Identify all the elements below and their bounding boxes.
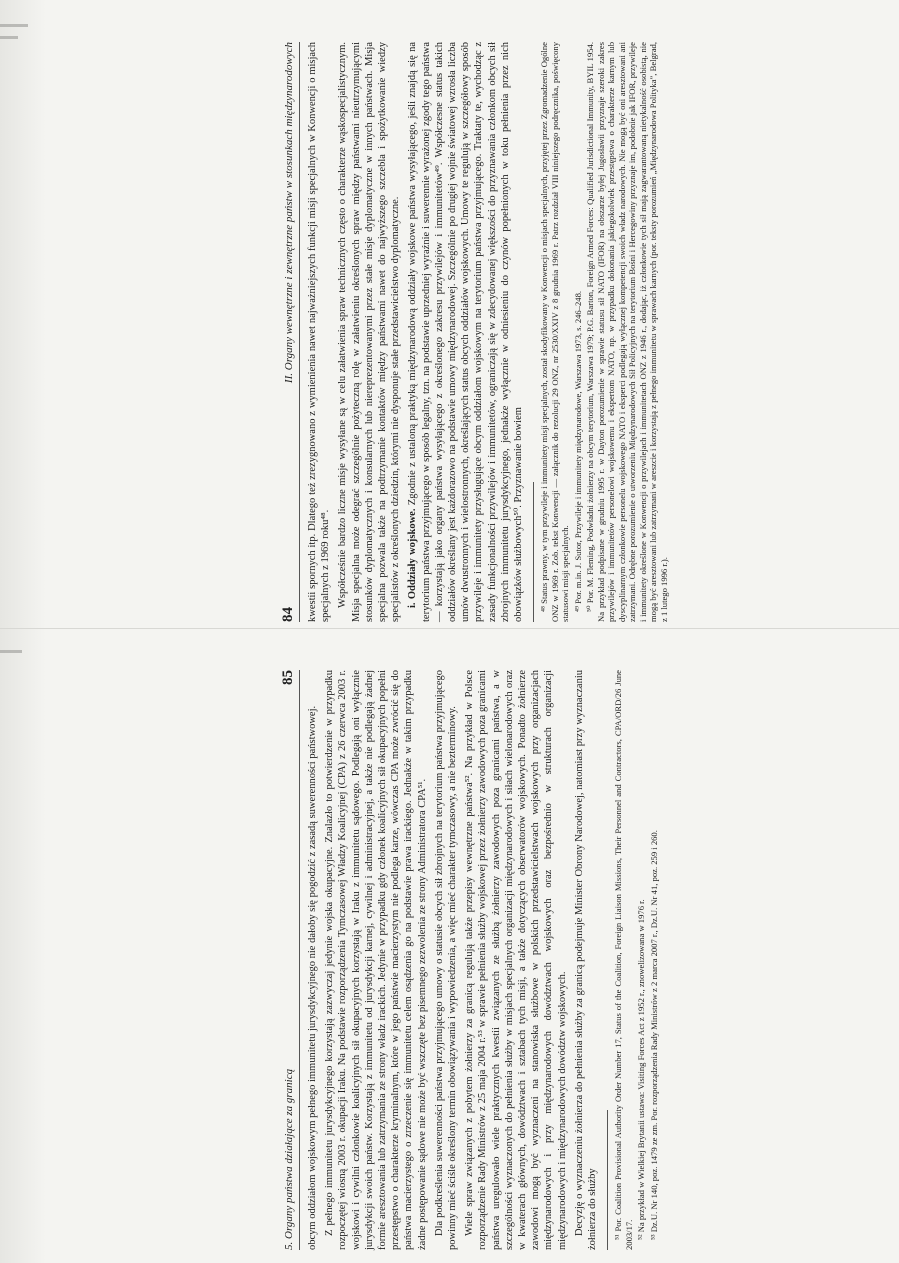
- right-page-content: [280, 670, 899, 1250]
- scan-artifact: [0, 650, 22, 653]
- scan-shadow: [0, 0, 46, 1263]
- footnote: ⁵⁰ Por. M. Fleming, Podwładni żołnierzy na obcym terytorium, Warszawa 1979; P.G. Barton, Foreign Armed Forces: Qualified Jurisdictional Immunity, BYIL 1954. Na przykład podpisane w grudniu 1995 r. w Dayton porozumienie w sprawie statusu sił NATO (IFOR) na obszarze byłej Jugosławii przyznaje szeroki zakres przywilejów i immunitetów personelowi wojskowemu i ekspertom NATO, np. w przypadku dokonania jakiegokolwiek przestępstwa o charakterze karnym lub dyscyplinarnym członkowie personelu wojskowego NATO i eksperci podlegają wyłącznej kompetencji swoich władz narodowych. Nie mogą być oni aresztowani ani zatrzymani. Odrębne porozumienie o utworzeniu Międzynarodowych Sił Policyjnych na terytorium Bośni i Hercegowiny przyznaje im, podobnie jak IFOR, przywileje i immunitety określone w Konwencji o przywilejach i immunitetach ONZ z 1946 r., dodając, iż członkowie tych sił mają zagwarantowaną nietykalność osobistą, nie mogą być aresztowani lub zatrzymani w areszcie i korzystają z pełnego immunitetu w sprawach karnych (por. teksty porozumień „Międzynarodowa Polityka”, Belgrad, z 1 lutego 1996 r.).: [585, 42, 669, 622]
- paragraph-text: Współcześnie bardzo liczne misje wysyłane są w celu załatwienia spraw technicznych często o charakterze wąskospecjalistycznym. Misja specjalna może odegrać szczególnie pożyteczną rolę w załatwieniu określonych spraw między państwami nieutrzymującymi stosunków dyplomatycznych i konsularnych lub niereprezentowanymi przez stałe misje dyplomatyczne w innych państwach. Misja specjalna pozwala także na podtrzymanie kontaktów między państwami nawet do najwyższego szczebla i spożytkowanie wiedzy specjalistów z określonych dziedzin, którymi nie dysponuje stałe przedstawicielstwo dyplomatyczne.: [337, 42, 402, 622]
- paragraph-text: Dla podkreślenia suwerenności państwa przyjmującego umowy o statusie obcych sił zbrojnych na terytorium państwa przyjmującego powinny mieć ściśle określony termin obowiązywania i wypowiedzenia, a więc mieć charakter tymczasowy, a nie bezterminowy.: [433, 670, 459, 1250]
- footnote: ⁵³ Dz.U. Nr 140, poz. 1479 ze zm. Por. rozporządzenia Rady Ministrów z 2 marca 2007 r., Dz.U. Nr 41, poz. 259 i 260.: [648, 830, 659, 1240]
- page-number: 84: [280, 607, 296, 622]
- paragraph-text: kwestii spornych itp. Dlatego też zrezygnowano z wymienienia nawet najważniejszych funkcji misji specjalnych w Konwencji o misjach specjalnych z 1969 roku⁴⁸.: [307, 42, 332, 622]
- paragraph: [323, 670, 429, 1250]
- paragraph: [433, 670, 459, 1250]
- paragraph-text: Zgodnie z ustaloną praktyką międzynarodową oddziały wojskowe państwa wysyłającego, jeśli znajdą się na terytorium państwa przyjmującego w sposób legalny, tzn. na podstawie uprzedniej wyraźnie i suwerennie wyrażonej zgody tego państwa — korzystają jako organy państwa wysyłającego z określonego zakresu przywilejów i immunitetów⁴⁹. Współczesne status takich oddziałów określany jest każdorazowo na podstawie umowy międzynarodowej. Szczególnie po drugiej wojnie światowej wzrosła liczba umów dwustronnych i wielostronnych, określających status obcych oddziałów wojskowych. Umowy te regulują w szczegółowy sposób przywileje i immunitety przysługujące obcym oddziałom wojskowym na terytorium państwa przyjmującego. Traktaty te, wychodząc z zasady funkcjonalności przywilejów i immunitetów, ograniczają się w zdecydowanej większości do przyznawania członkom obcych sił zbrojnych immunitetu jurysdykcyjnego, jednakże wyłącznie w odniesieniu do czynów popełnionych w toku pełnienia przez nich obowiązków służbowych⁵⁰. Przyznawanie bowiem: [407, 42, 525, 622]
- running-header: [280, 670, 300, 1250]
- scan-artifact: [0, 36, 18, 39]
- footnote: ⁴⁹ Por. m.in. J. Sutor, Przywileje i immunitety międzynarodowe, Warszawa 1973, s. 246–248.: [572, 290, 583, 612]
- footnote: ⁵² Na przykład w Wielkiej Brytanii ustawa: Visiting Forces Act z 1952 r., znowelizowana w 1976 r.: [636, 899, 647, 1240]
- running-title: II. Organy wewnętrzne i zewnętrzne państw w stosunkach międzynarodowych: [283, 42, 295, 384]
- scan-artifact: [0, 24, 28, 27]
- paragraph: [463, 670, 569, 1250]
- footnote: ⁴⁸ Status prawny, w tym przywileje i immunitety misji specjalnych, został skodyfikowany w Konwencji o misjach specjalnych, przyjętej przez Zgromadzenie Ogólne ONZ w 1969 r. Zob. tekst Konwencji — załącznik do rezolucji 29 ONZ, nr 2530/XXIV z 8 grudnia 1969 r. Patrz rozdział VIII niniejszego podręcznika, poświęcony statusowi misji specjalnych.: [539, 42, 571, 622]
- paragraph-text: obcym oddziałom wojskowym pełnego immunitetu jurysdykcyjnego nie dałoby się pogodzić z zasadą suwerenności państwowej.: [307, 705, 318, 1250]
- paragraph-text: Wiele spraw związanych z pobytem żołnierzy za granicą regulują także przepisy wewnętrzne państwa⁵². Na przykład w Polsce rozporządzenie Rady Ministrów z 25 maja 2004 r.⁵³ w sprawie pełnienia służby wojskowej przez żołnierzy zawodowych poza granicami państwa uregulowało wiele praktycznych kwestii związanych ze służbą żołnierzy zawodowych poza granicami państwa, a w szczególności wyznaczonych do pełnienia służby w misjach specjalnych organizacji międzynarodowych i siłach wielonarodowych oraz w kwaterach głównych, dowództwach i sztabach tych misji, a także dotyczących obserwatorów wojskowych. Ponadto żołnierze zawodowi mogą być wyznaczeni na stanowiska służbowe w polskich przedstawicielstwach wojskowych przy organizacjach międzynarodowych i przy międzynarodowych dowództwach wojskowych oraz bezpośrednio w strukturach organizacji międzynarodowych i międzynarodowych dowództw wojskowych.: [464, 670, 568, 1250]
- left-page-84: [90, 42, 860, 622]
- paragraph: [573, 670, 599, 1250]
- section-heading: i. Oddziały wojskowe.: [407, 508, 419, 608]
- footnote: ⁵¹ Por. Coalition Provisional Authority Order Number 17, Status of the Coalition, Foreign Liaison Missions, Their Personnel and Contractors, CPA/ORD/26 June 2003/17.: [613, 670, 634, 1250]
- paragraph: [406, 42, 525, 622]
- page-number: 85: [280, 670, 296, 685]
- left-page-content: [280, 42, 899, 622]
- running-title: 5. Organy państwa działające za granicą: [283, 1068, 295, 1250]
- paragraph-text: Z pełnego immunitetu jurysdykcyjnego korzystają zazwyczaj jedynie wojska okupacyjne. Znalazło to potwierdzenie w przypadku rozpoczętej wiosną 2003 r. okupacji Iraku. Na podstawie rozporządzenia Tymczasowej Władzy Koalicyjnej (CPA) z 26 czerwca 2003 r. wojskowi i cywilni członkowie koalicyjnych sił okupacyjnych korzystają w Iraku z immunitetu sądowego. Podlegają oni wyłącznie jurysdykcji swoich państw. Korzystają z immunitetu od jurysdykcji karnej, cywilnej i administracyjnej, a także nie podlegają żadnej formie aresztowania lub zatrzymania ze strony władz irackich. Jedynie w przypadku gdy członek koalicyjnych sił okupacyjnych popełni przestępstwo o charakterze kryminalnym, które w jego państwie macierzystym nie podlega karze, wówczas CPA może zwrócić się do państwa macierzystego o zrzeczenie się immunitetu celem osądzenia go na podstawie prawa irackiego. Jednakże w takim przypadku żadne postępowanie sądowe nie może być wszczęte bez pisemnego zezwolenia ze strony Administratora CPA⁵¹.: [324, 670, 428, 1250]
- running-header: [280, 42, 300, 622]
- paragraph: [306, 42, 332, 622]
- right-page-85: [90, 670, 860, 1250]
- paragraph: [306, 670, 319, 1250]
- book-spine: [0, 628, 899, 629]
- footnote-separator: [607, 1110, 608, 1250]
- footnote-separator: [533, 482, 534, 622]
- paragraph-text: Decyzję o wyznaczeniu żołnierza do pełnienia służby za granicą podejmuje Minister Obrony Narodowej, natomiast przy wyznaczaniu żołnierza do służby: [573, 670, 599, 1250]
- paragraph: [336, 42, 402, 622]
